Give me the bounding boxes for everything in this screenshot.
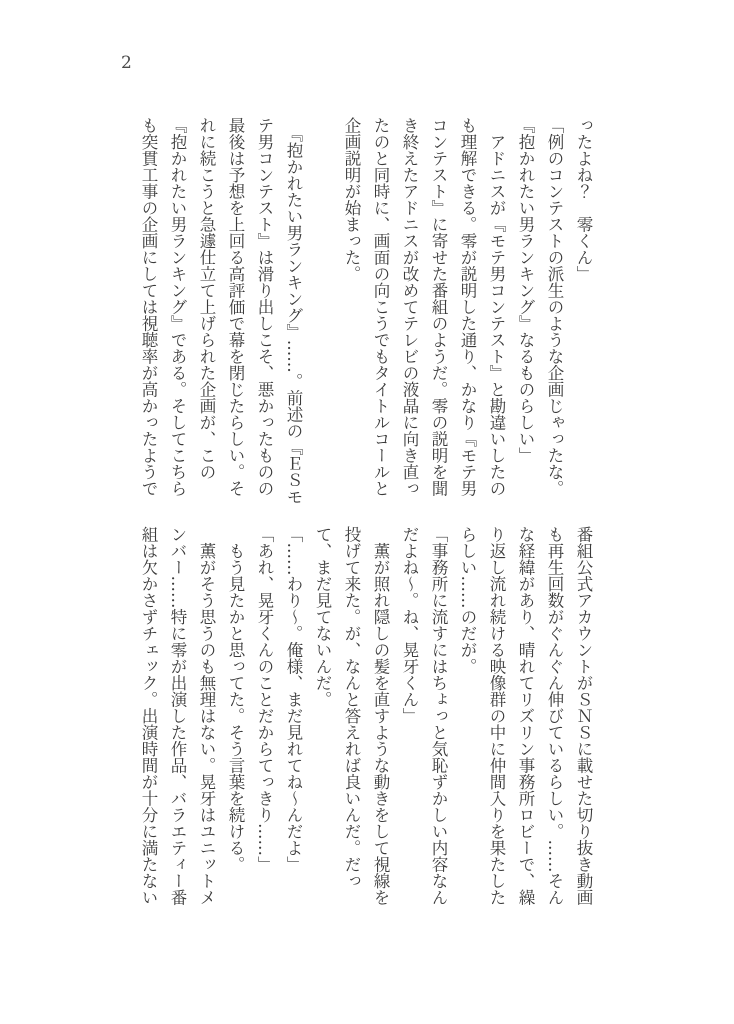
paragraph: ったよね？ 零くん」 [574,117,593,282]
paragraph: 『抱かれたい男ランキング』……。前述の『ＥＳモテ男コンテスト』は滑り出しこそ、悪かったものの最後は予想を上回る高評価で幕を閉じたらしい。それに続こうと急遽仕立て上げられた企画が、この『抱かれたい男ランキング』である。そしてこちらも突貫工事の企画にしては視聴率が高かったようで [139,117,303,505]
paragraph: 番組公式アカウントがＳＮＳに載せた切り抜き動画も再生回数がぐんぐん伸びているらしい。……そんな経緯があり、晴れてリズリン事務所ロビーで、繰り返し流れ続ける映像群の中に仲間入りを果たしたらしい……のだが。 [458,526,593,906]
page-number: 2 [121,53,132,73]
lower-text-block [134,526,598,918]
paragraph: 薫が照れ隠しの髪を直すような動きをして視線を投げて来た。が、なんと答えれば良いんだ。だって、まだ見てないんだ。 [313,526,390,906]
upper-text-block [134,117,598,505]
paragraph: 「……わり～。俺様、まだ見れてね～んだよ」 [284,526,303,873]
paragraph: もう見たかと思ってた。そう言葉を続ける。 [226,526,245,873]
paragraph: 「あれ、晃牙くんのことだからてっきり……」 [255,526,274,873]
paragraph: 「例のコンテストの派生のような企画じゃったな。『抱かれたい男ランキング』なるものらしい」 [516,117,564,497]
paragraph: 「事務所に流すにはちょっと気恥ずかしい内容なんだよね～。ね、晃牙くん」 [400,526,448,906]
paragraph: アドニスが『モテ男コンテスト』と勘違いしたのも理解できる。零が説明した通り、かなり『モテ男コンテスト』に寄せた番組のようだ。零の説明を聞き終えたアドニスが改めてテレビの液晶に向き直ったのと同時に、画面の向こうでもタイトルコールと企画説明が始まった。 [342,117,506,497]
paragraph: 薫がそう思うのも無理はない。晃牙はユニットメンバー……特に零が出演した作品、バラエティー番組は欠かさずチェック。出演時間が十分に満たない [139,526,216,906]
